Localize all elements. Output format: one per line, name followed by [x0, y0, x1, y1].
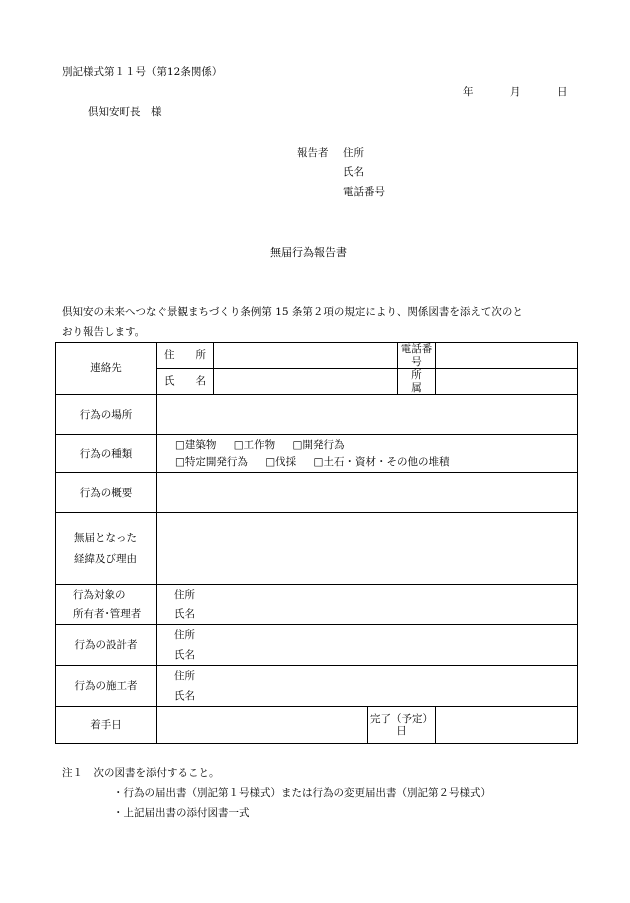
reason-label	[56, 513, 157, 585]
date-day-label: 日	[557, 86, 568, 98]
start-date-label: 着手日	[56, 707, 157, 744]
contact-address-label: 住 所	[157, 343, 214, 369]
notes-item-2: ・上記届出書の添付図書一式	[113, 807, 250, 819]
start-date-field[interactable]	[157, 707, 368, 744]
notes-item-1: ・行為の届出書（別記第１号様式）または行為の変更届出書（別記第２号様式）	[113, 787, 491, 799]
end-date-field[interactable]	[436, 707, 578, 744]
report-table	[55, 342, 578, 744]
overview-field[interactable]	[157, 473, 578, 513]
reporter-phone-label: 電話番号	[343, 186, 385, 198]
owner-label	[56, 585, 157, 625]
type-label: 行為の種類	[56, 435, 157, 473]
owner-name-label: 氏名	[174, 608, 195, 621]
designer-address-label: 住所	[174, 629, 195, 642]
contact-name-label: 氏 名	[157, 369, 214, 395]
owner-address-label: 住所	[174, 588, 195, 601]
checkbox-development[interactable]: □開発行為	[292, 439, 345, 452]
owner-label-line-1: 行為対象の	[73, 588, 126, 601]
constructor-address-label: 住所	[174, 670, 195, 683]
owner-label-line-2: 所有者･管理者	[73, 608, 142, 621]
checkbox-building[interactable]: □建築物	[175, 439, 217, 452]
owner-fields[interactable]	[157, 585, 578, 625]
designer-name-label: 氏名	[174, 648, 195, 661]
constructor-fields[interactable]	[157, 666, 578, 707]
notes-heading: 注１ 次の図書を添付すること。	[62, 767, 220, 779]
reason-label-line-1: 無届となった	[74, 531, 137, 544]
intro-line-2: おり報告します。	[62, 326, 146, 338]
reporter-name-label: 氏名	[343, 166, 364, 178]
overview-label: 行為の概要	[56, 473, 157, 513]
checkbox-structure[interactable]: □工作物	[233, 439, 276, 452]
checkbox-specific-development[interactable]: □特定開発行為	[175, 455, 248, 468]
designer-fields[interactable]	[157, 625, 578, 666]
date-month-label: 月	[510, 86, 521, 98]
constructor-label: 行為の施工者	[56, 666, 157, 707]
date-year-label: 年	[463, 86, 474, 98]
addressee: 倶知安町長 様	[88, 106, 162, 118]
end-date-label: 完了（予定）日	[368, 707, 436, 744]
contact-phone-label: 電話番号	[398, 343, 436, 369]
reason-label-line-2: 経緯及び理由	[74, 553, 137, 566]
contact-label: 連絡先	[56, 343, 157, 395]
reporter-address-label: 住所	[343, 147, 364, 159]
place-label: 行為の場所	[56, 395, 157, 435]
document-title: 無届行為報告書	[270, 246, 347, 259]
place-field[interactable]	[157, 395, 578, 435]
constructor-name-label: 氏名	[174, 689, 195, 702]
reporter-label: 報告者	[297, 147, 329, 159]
type-options	[157, 435, 578, 473]
contact-address-field[interactable]	[214, 343, 398, 369]
reason-field[interactable]	[157, 513, 578, 585]
checkbox-logging[interactable]: □伐採	[265, 455, 297, 468]
contact-affiliation-label: 所 属	[398, 369, 436, 395]
intro-line-1: 倶知安の未来へつなぐ景観まちづくり条例第 15 条第２項の規定により、関係図書を添えて次のと	[62, 306, 523, 318]
designer-label: 行為の設計者	[56, 625, 157, 666]
contact-affiliation-field[interactable]	[436, 369, 578, 395]
checkbox-stockpile[interactable]: □土石・資材・その他の堆積	[313, 455, 450, 468]
contact-phone-field[interactable]	[436, 343, 578, 369]
form-number: 別記様式第１１号（第12条関係）	[62, 66, 223, 78]
contact-name-field[interactable]	[214, 369, 398, 395]
